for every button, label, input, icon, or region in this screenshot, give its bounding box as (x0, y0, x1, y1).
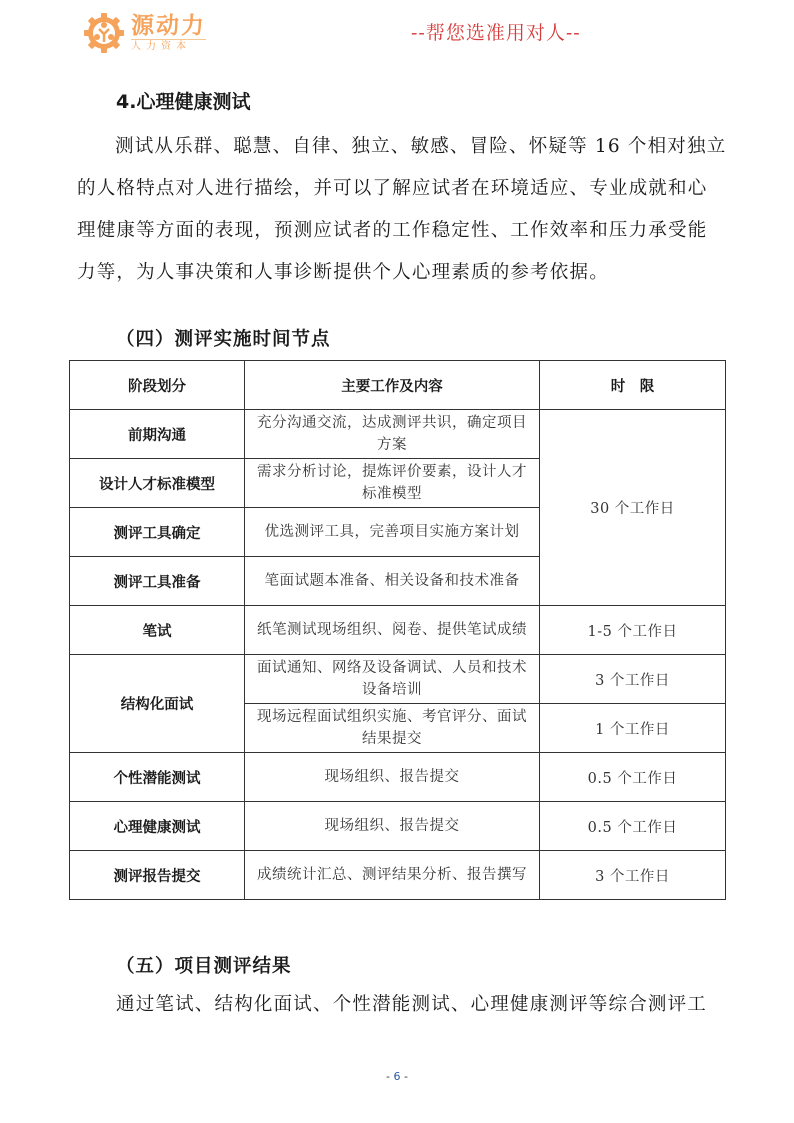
paragraph-line: 测试从乐群、聪慧、自律、独立、敏感、冒险、怀疑等 16 个相对独立 (115, 136, 727, 157)
page-number-value: 6 (393, 1070, 401, 1083)
stage-cell: 测评工具准备 (70, 557, 245, 606)
section-4-paragraph (77, 126, 727, 294)
gear-logo-icon (83, 12, 125, 54)
time-cell: 1 个工作日 (540, 704, 726, 753)
table-row (70, 410, 726, 459)
stage-cell: 个性潜能测试 (70, 753, 245, 802)
section-4-heading: 4.心理健康测试 (116, 91, 251, 113)
content-cell: 优选测评工具，完善项目实施方案计划 (245, 508, 540, 557)
column-header-content: 主要工作及内容 (245, 361, 540, 410)
company-logo (83, 12, 206, 54)
stage-cell: 结构化面试 (70, 655, 245, 753)
content-cell: 现场组织、报告提交 (245, 753, 540, 802)
content-cell: 充分沟通交流，达成测评共识，确定项目方案 (245, 410, 540, 459)
schedule-table (69, 360, 726, 900)
content-cell: 现场组织、报告提交 (245, 802, 540, 851)
time-cell: 1-5 个工作日 (540, 606, 726, 655)
stage-cell: 心理健康测试 (70, 802, 245, 851)
time-cell: 3 个工作日 (540, 851, 726, 900)
page-number (0, 1070, 794, 1083)
content-cell: 面试通知、网络及设备调试、人员和技术设备培训 (245, 655, 540, 704)
content-cell: 需求分析讨论，提炼评价要素，设计人才标准模型 (245, 459, 540, 508)
content-cell: 现场远程面试组织实施、考官评分、面试结果提交 (245, 704, 540, 753)
time-cell: 0.5 个工作日 (540, 753, 726, 802)
content-cell: 纸笔测试现场组织、阅卷、提供笔试成绩 (245, 606, 540, 655)
results-heading: （五）项目测评结果 (116, 956, 292, 977)
time-cell: 30 个工作日 (540, 410, 726, 606)
logo-sub-text: 人力资本 (131, 39, 206, 53)
time-cell: 3 个工作日 (540, 655, 726, 704)
time-cell: 0.5 个工作日 (540, 802, 726, 851)
column-header-time: 时 限 (540, 361, 726, 410)
paragraph-line: 的人格特点对人进行描绘，并可以了解应试者在环境适应、专业成就和心 (77, 178, 708, 199)
stage-cell: 测评报告提交 (70, 851, 245, 900)
table-header-row (70, 361, 726, 410)
page-number-suffix: - (404, 1070, 408, 1083)
column-header-stage: 阶段划分 (70, 361, 245, 410)
content-cell: 成绩统计汇总、测评结果分析、报告撰写 (245, 851, 540, 900)
page-number-prefix: - (386, 1070, 390, 1083)
content-cell: 笔面试题本准备、相关设备和技术准备 (245, 557, 540, 606)
header-slogan: --帮您选准用对人-- (411, 22, 581, 44)
table-row (70, 606, 726, 655)
paragraph-line: 力等，为人事决策和人事诊断提供个人心理素质的参考依据。 (77, 262, 609, 283)
table-row (70, 753, 726, 802)
paragraph-line: 理健康等方面的表现，预测应试者的工作稳定性、工作效率和压力承受能 (77, 220, 708, 241)
logo-main-text: 源动力 (131, 13, 206, 39)
table-row (70, 655, 726, 704)
results-paragraph: 通过笔试、结构化面试、个性潜能测试、心理健康测评等综合测评工 (116, 994, 708, 1015)
table-row (70, 851, 726, 900)
page-header (0, 0, 794, 70)
stage-cell: 前期沟通 (70, 410, 245, 459)
stage-cell: 测评工具确定 (70, 508, 245, 557)
schedule-heading: （四）测评实施时间节点 (116, 329, 331, 350)
table-row (70, 802, 726, 851)
stage-cell: 设计人才标准模型 (70, 459, 245, 508)
stage-cell: 笔试 (70, 606, 245, 655)
